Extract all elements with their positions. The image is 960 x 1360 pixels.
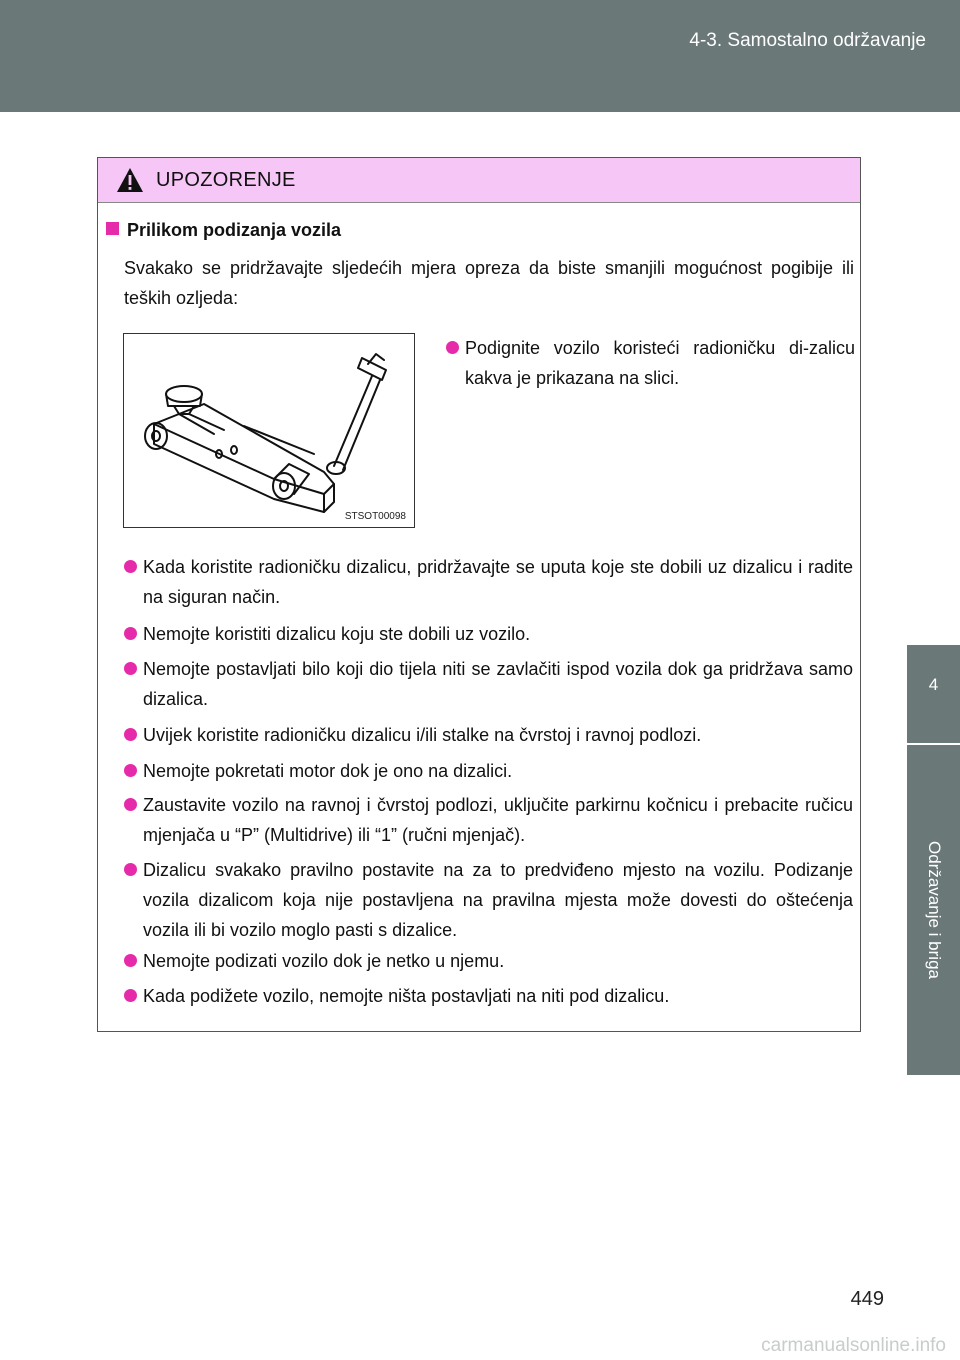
- list-item: Nemojte pokretati motor dok je ono na dizalici.: [143, 756, 853, 786]
- chapter-label: Održavanje i briga: [924, 841, 944, 979]
- bullet-dot-icon: [124, 662, 137, 675]
- bullet-dot-icon: [446, 341, 459, 354]
- floor-jack-illustration: [124, 334, 414, 527]
- list-item: Nemojte podizati vozilo dok je netko u njemu.: [143, 946, 853, 976]
- page-number: 449: [850, 1288, 884, 1310]
- bullet-dot-icon: [124, 954, 137, 967]
- watermark-logo: carmanualsonline.info: [761, 1335, 946, 1356]
- list-item: Zaustavite vozilo na ravnoj i čvrstoj podlozi, uključite parkirnu kočnicu i prebacite ručicu mjenjača u “P” (Multidrive) ili “1” (ručni mjenjač).: [143, 790, 853, 850]
- list-item: Uvijek koristite radioničku dizalicu i/ili stalke na čvrstoj i ravnoj podlozi.: [143, 720, 853, 750]
- floor-jack-figure: [123, 333, 415, 528]
- warning-header: [98, 158, 860, 203]
- bullet-dot-icon: [124, 560, 137, 573]
- list-item: Kada koristite radioničku dizalicu, pridržavajte se uputa koje ste dobili uz dizalicu i radite na siguran način.: [143, 552, 853, 612]
- warning-triangle-icon: [116, 167, 144, 193]
- header-bar: [0, 0, 960, 112]
- figure-code: STSOT00098: [344, 511, 406, 522]
- square-bullet-icon: [106, 222, 119, 235]
- chapter-number-tab: 4: [907, 645, 960, 743]
- subheading: Prilikom podizanja vozila: [106, 220, 341, 241]
- bullet-dot-icon: [124, 863, 137, 876]
- warning-title: UPOZORENJE: [156, 169, 296, 191]
- chapter-label-tab: [907, 745, 960, 1075]
- intro-text: Svakako se pridržavajte sljedećih mjera opreza da biste smanjili mogućnost pogibije ili teških ozljeda:: [124, 258, 854, 308]
- list-item: Nemojte postavljati bilo koji dio tijela niti se zavlačiti ispod vozila dok ga pridržava samo dizalica.: [143, 654, 853, 714]
- bullet-dot-icon: [124, 989, 137, 1002]
- bullet-dot-icon: [124, 798, 137, 811]
- list-item: Dizalicu svakako pravilno postavite na za to predviđeno mjesto na vozilu. Podizanje vozila dizalicom koja nije postavljena na pravilna mjesta može dovesti do oštećenja vozila ili bi vozilo moglo pasti s dizalice.: [143, 855, 853, 945]
- bullet-dot-icon: [124, 764, 137, 777]
- bullet-dot-icon: [124, 627, 137, 640]
- bullet-dot-icon: [124, 728, 137, 741]
- warning-box: [97, 157, 861, 1032]
- section-title: 4-3. Samostalno održavanje: [689, 30, 926, 51]
- list-item: Kada podižete vozilo, nemojte ništa postavljati na niti pod dizalicu.: [143, 981, 853, 1011]
- list-item: Podignite vozilo koristeći radioničku di-zalicu kakva je prikazana na slici.: [465, 333, 855, 393]
- list-item: Nemojte koristiti dizalicu koju ste dobili uz vozilo.: [143, 619, 853, 649]
